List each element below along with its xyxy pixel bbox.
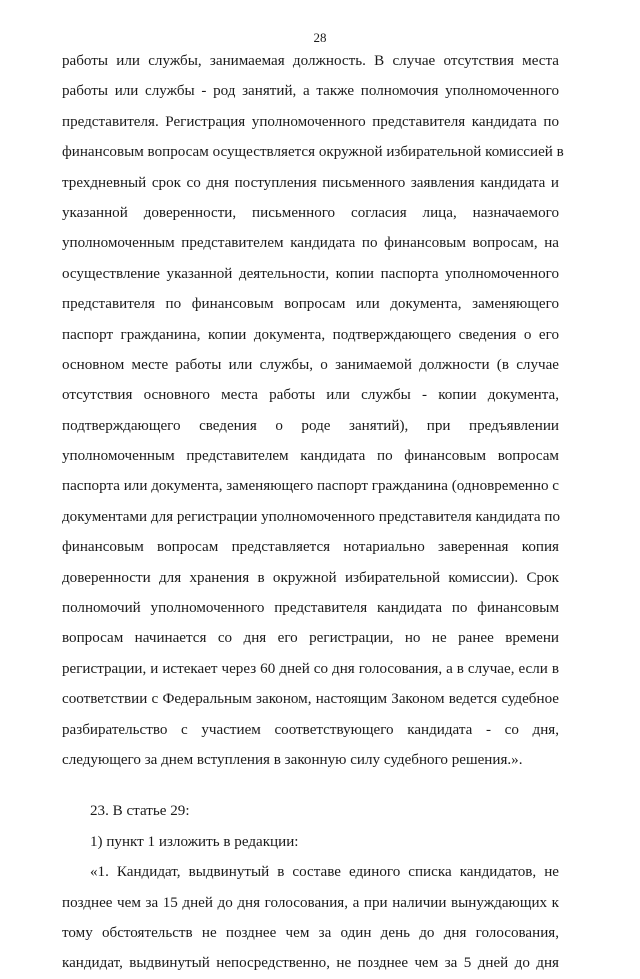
text-line: финансовым вопросам осуществляется окружной избирательной комиссией в (62, 144, 564, 161)
text-line: основном месте работы или службы, о занимаемой должности (в случае (62, 356, 559, 373)
text-line: регистрации, и истекает через 60 дней со дня голосования, а в случае, если в (62, 660, 559, 677)
text-line: паспорт гражданина, копии документа, подтверждающего сведения о его (62, 326, 559, 343)
text-line: финансовым вопросам представляется нотариально заверенная копия (62, 539, 559, 556)
text-line: разбирательство с участием соответствующего кандидата - со дня, (62, 721, 559, 738)
text-line: доверенности для хранения в окружной избирательной комиссии). Срок (62, 569, 559, 586)
text-line: подтверждающего сведения о роде занятий), при предъявлении (62, 417, 559, 434)
text-line: указанной доверенности, письменного согласия лица, назначаемого (62, 204, 559, 221)
subsection-heading: 1) пункт 1 изложить в редакции: (90, 833, 299, 850)
paragraph-continuation (62, 46, 564, 775)
text-line: уполномоченным представителем кандидата по финансовым вопросам (62, 448, 559, 465)
text-line: работы или службы, занимаемая должность. В случае отсутствия места (62, 53, 559, 69)
document-body (62, 46, 564, 979)
text-line: паспорта или документа, заменяющего паспорт гражданина (одновременно с (62, 478, 559, 495)
section-heading: 23. В статье 29: (90, 803, 190, 820)
page-number: 28 (313, 30, 327, 45)
text-line: отсутствия основного места работы или службы - копии документа, (62, 387, 559, 404)
paragraph-amendment (62, 857, 559, 979)
text-line: соответствии с Федеральным законом, настоящим Законом ведется судебное (62, 691, 559, 708)
text-line: трехдневный срок со дня поступления письменного заявления кандидата и (62, 174, 559, 191)
text-line: следующего за днем вступления в законную силу судебного решения.». (62, 751, 523, 768)
text-line: «1. Кандидат, выдвинутый в составе единого списка кандидатов, не (90, 864, 559, 881)
text-line: позднее чем за 15 дней до дня голосования, а при наличии вынуждающих к (62, 894, 559, 911)
text-line: работы или службы - род занятий, а также полномочия уполномоченного (62, 83, 559, 100)
text-line: кандидат, выдвинутый непосредственно, не позднее чем за 5 дней до дня (62, 955, 559, 972)
text-line: уполномоченным представителем кандидата по финансовым вопросам, на (62, 235, 559, 252)
text-line: тому обстоятельств не позднее чем за один день до дня голосования, (62, 924, 559, 941)
text-line: вопросам начинается со дня его регистрации, но не ранее времени (62, 630, 559, 647)
text-line: представителя по финансовым вопросам или документа, заменяющего (62, 296, 559, 313)
text-line: представителя. Регистрация уполномоченного представителя кандидата по (62, 113, 559, 130)
text-line: документами для регистрации уполномоченного представителя кандидата по (62, 508, 560, 525)
text-line: осуществление указанной деятельности, копии паспорта уполномоченного (62, 265, 559, 282)
text-line: полномочий уполномоченного представителя кандидата по финансовым (62, 600, 559, 617)
